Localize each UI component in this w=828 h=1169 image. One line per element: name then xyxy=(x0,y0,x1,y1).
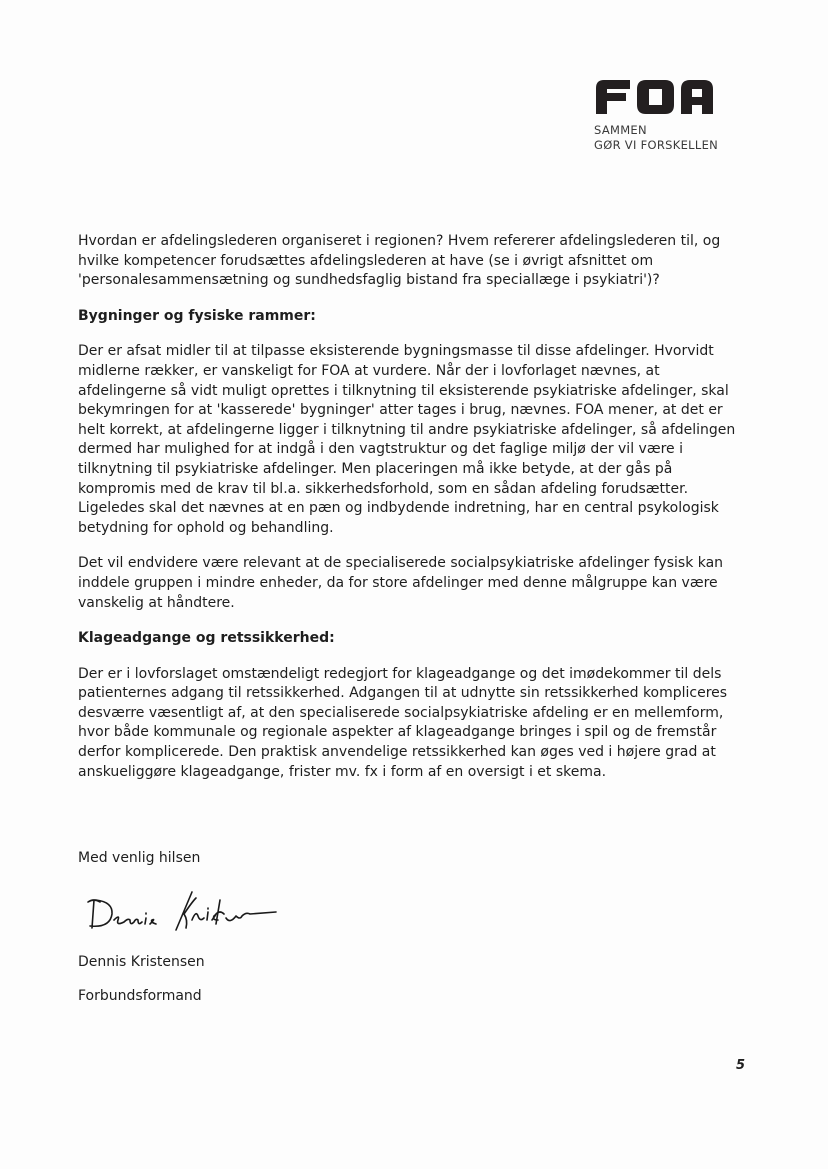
handwritten-signature xyxy=(80,880,300,940)
signer-name: Dennis Kristensen xyxy=(78,954,205,970)
page-number: 5 xyxy=(736,1058,746,1073)
section-heading-buildings: Bygninger og fysiske rammer: xyxy=(78,307,316,324)
foa-logo xyxy=(594,78,719,153)
foa-logo-mark xyxy=(594,78,716,114)
letter-body xyxy=(78,232,748,798)
closing-greeting: Med venlig hilsen xyxy=(78,850,201,866)
logo-tagline xyxy=(594,123,719,153)
signer-title: Forbundsformand xyxy=(78,988,202,1004)
section-heading-complaints: Klageadgange og retssikkerhed: xyxy=(78,630,335,647)
buildings-paragraph-2: Det vil endvidere være relevant at de specialiserede socialpsykiatriske afdelinger fysisk kan inddele gruppen i mindre enheder, da for store afdelinger med denne målgruppe kan være vanskelig at håndtere. xyxy=(78,555,724,611)
intro-paragraph: Hvordan er afdelingslederen organiseret i regionen? Hvem refererer afdelingslederen til, og hvilke kompetencer forudsættes afdelingslederen at have (se i øvrigt afsnittet om 'personalesammensætning og sundhedsfaglig bistand fra speciallæge i psykiatri')? xyxy=(78,233,721,289)
tagline-line-2: GØR VI FORSKELLEN xyxy=(594,138,719,152)
tagline-line-1: SAMMEN xyxy=(594,123,647,137)
complaints-paragraph: Der er i lovforslaget omstændeligt redegjort for klageadgange og det imødekommer til dels patienternes adgang til retssikkerhed. Adgangen til at udnytte sin retssikkerhed kompliceres desværre væsentligt af, at den specialiserede socialpsykiatriske afdeling er en mellemform, hvor både kommunale og regionale aspekter af klageadgange bringes i spil og de fremstår derfor komplicerede. Den praktisk anvendelige retssikkerhed kan øges ved i højere grad at anskueliggøre klageadgange, frister mv. fx i form af en oversigt i et skema. xyxy=(78,665,728,780)
buildings-paragraph-1: Der er afsat midler til at tilpasse eksisterende bygningsmasse til disse afdelinger. Hvorvidt midlerne rækker, er vanskeligt for FOA at vurdere. Når der i lovforlaget nævnes, at afdelingerne så vidt muligt oprettes i tilknytning til eksisterende psykiatriske afdelinger, skal bekymringen for at 'kasserede' bygninger' atter tages i brug, nævnes. FOA mener, at det er helt korrekt, at afdelingerne ligger i tilknytning til andre psykiatriske afdelinger, så afdelingen dermed har mulighed for at indgå i den vagtstruktur og det faglige miljø der vil være i tilknytning til psykiatriske afdelinger. Men placeringen må ikke betyde, at der gås på kompromis med de krav til bl.a. sikkerhedsforhold, som en sådan afdeling forudsætter. Ligeledes skal det nævnes at en pæn og indbydende indretning, har en central psykologisk betydning for ophold og behandling. xyxy=(78,343,736,536)
